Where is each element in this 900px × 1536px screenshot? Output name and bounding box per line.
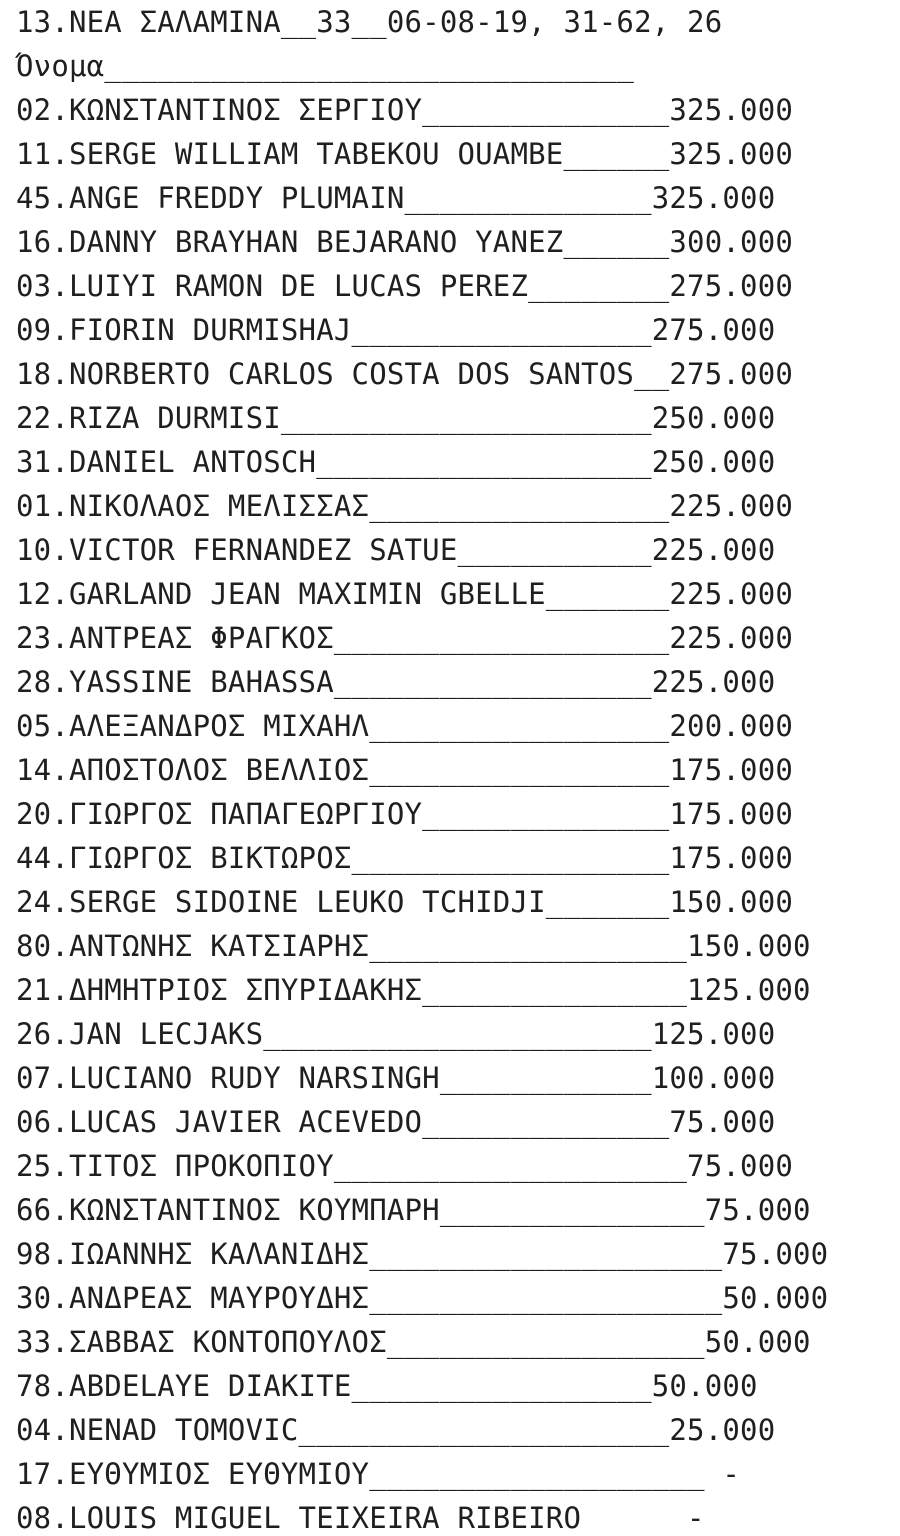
player-row: 02.ΚΩΝΣΤΑΝΤΙΝΟΣ ΣΕΡΓΙΟΥ______________325.000: [16, 93, 794, 127]
player-row: 20.ΓΙΩΡΓΟΣ ΠΑΠΑΓΕΩΡΓΙΟΥ______________175.000: [16, 797, 794, 831]
player-row: 11.SERGE WILLIAM TABEKOU OUAMBE______325.000: [16, 137, 794, 171]
player-row: 21.ΔΗΜΗΤΡΙΟΣ ΣΠΥΡΙΔΑΚΗΣ_______________125.000: [16, 973, 811, 1007]
player-row: 80.ΑΝΤΩΝΗΣ ΚΑΤΣΙΑΡΗΣ__________________150.000: [16, 929, 811, 963]
player-row: 01.ΝΙΚΟΛΑΟΣ ΜΕΛΙΣΣΑΣ_________________225.000: [16, 489, 794, 523]
player-row: 23.ΑΝΤΡΕΑΣ ΦΡΑΓΚΟΣ___________________225.000: [16, 621, 794, 655]
player-row: 12.GARLAND JEAN MAXIMIN GBELLE_______225.000: [16, 577, 794, 611]
player-row: 17.ΕΥΘΥΜΙΟΣ ΕΥΘΥΜΙΟΥ___________________ -: [16, 1457, 741, 1491]
player-row: 18.NORBERTO CARLOS COSTA DOS SANTOS__275.000: [16, 357, 794, 391]
player-row: 16.DANNY BRAYHAN BEJARANO YANEZ______300.000: [16, 225, 794, 259]
player-row: 45.ANGE FREDDY PLUMAIN______________325.000: [16, 181, 776, 215]
player-row: 07.LUCIANO RUDY NARSINGH____________100.000: [16, 1061, 776, 1095]
player-row: 03.LUIYI RAMON DE LUCAS PEREZ________275.000: [16, 269, 794, 303]
player-row: 24.SERGE SIDOINE LEUKO TCHIDJI_______150.000: [16, 885, 794, 919]
document-header: 13.ΝΕΑ ΣΑΛΑΜΙΝΑ__33__06-08-19, 31-62, 26: [16, 5, 723, 39]
player-row: 06.LUCAS JAVIER ACEVEDO______________75.000: [16, 1105, 776, 1139]
player-row: 10.VICTOR FERNANDEZ SATUE___________225.000: [16, 533, 776, 567]
player-row: 26.JAN LECJAKS______________________125.000: [16, 1017, 776, 1051]
player-row: 09.FIORIN DURMISHAJ_________________275.000: [16, 313, 776, 347]
player-row: 33.ΣΑΒΒΑΣ ΚΟΝΤΟΠΟΥΛΟΣ__________________50.000: [16, 1325, 811, 1359]
player-row: 28.YASSINE BAHASSA__________________225.000: [16, 665, 776, 699]
player-row: 22.RIZA DURMISI_____________________250.000: [16, 401, 776, 435]
player-row: 04.NENAD TOMOVIC_____________________25.000: [16, 1413, 776, 1447]
player-row: 25.ΤΙΤΟΣ ΠΡΟΚΟΠΙΟΥ____________________75.000: [16, 1149, 794, 1183]
player-row: 44.ΓΙΩΡΓΟΣ ΒΙΚΤΩΡΟΣ__________________175.000: [16, 841, 794, 875]
player-row: 78.ABDELAYE DIAKITE_________________50.000: [16, 1369, 758, 1403]
player-row: 30.ΑΝΔΡΕΑΣ ΜΑΥΡΟΥΔΗΣ____________________50.000: [16, 1281, 829, 1315]
name-label: Όνομα______________________________: [16, 49, 635, 83]
player-row: 14.ΑΠΟΣΤΟΛΟΣ ΒΕΛΛΙΟΣ_________________175.000: [16, 753, 794, 787]
player-row: 98.ΙΩΑΝΝΗΣ ΚΑΛΑΝΙΔΗΣ____________________75.000: [16, 1237, 829, 1271]
player-row: 31.DANIEL ANTOSCH___________________250.000: [16, 445, 776, 479]
player-row: 08.LOUIS MIGUEL TEIXEIRA RIBEIRO -: [16, 1501, 705, 1535]
player-row: 66.ΚΩΝΣΤΑΝΤΙΝΟΣ ΚΟΥΜΠΑΡΗ_______________75.000: [16, 1193, 811, 1227]
player-row: 05.ΑΛΕΞΑΝΔΡΟΣ ΜΙΧΑΗΛ_________________200.000: [16, 709, 794, 743]
